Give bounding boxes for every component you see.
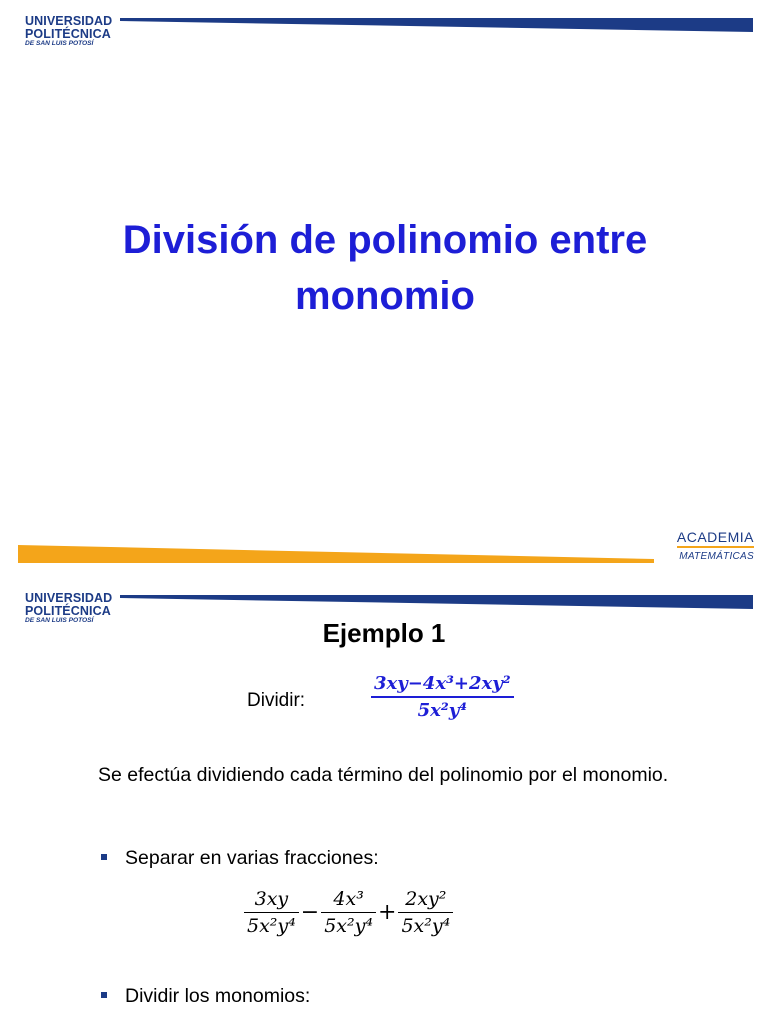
bullet-text: Separar en varias fracciones: <box>125 847 379 869</box>
university-logo <box>25 15 120 48</box>
fraction-bar <box>398 912 453 913</box>
matematicas-subtitle: MATEMÁTICAS <box>679 551 754 562</box>
term-numerator: 3xy <box>254 888 289 910</box>
fraction-bar <box>244 912 299 913</box>
logo-line-2: POLITÉCNICA <box>25 26 111 41</box>
minus-operator: − <box>300 900 320 925</box>
slide-title: División de polinomio entre monomio <box>122 218 648 318</box>
bullet-item <box>101 985 310 1008</box>
top-header-bar <box>120 17 753 33</box>
bullet-square-icon <box>101 854 107 860</box>
plus-operator: + <box>378 900 397 925</box>
fraction-bar <box>371 696 514 698</box>
term-denominator: 5x²y⁴ <box>247 915 296 937</box>
fraction-bar <box>321 912 376 913</box>
bullet-square-icon <box>101 992 107 998</box>
top-header-bar <box>120 594 753 610</box>
fraction-numerator: 3xy−4x³+2xy² <box>374 673 511 694</box>
example-heading: Ejemplo 1 <box>322 618 446 648</box>
separated-fractions-expression <box>244 888 453 937</box>
bullet-item <box>101 847 379 870</box>
logo-line-1: UNIVERSIDAD <box>25 591 113 605</box>
term-numerator: 2xy² <box>405 888 447 910</box>
dividir-label: Dividir: <box>247 690 306 711</box>
explanation-paragraph: Se efectúa dividiendo cada término del polinomio por el monomio. <box>98 764 669 786</box>
term-numerator: 4x³ <box>333 888 364 910</box>
term-fraction <box>398 888 453 937</box>
logo-line-3: DE SAN LUIS POTOSÍ <box>25 617 94 624</box>
fraction-denominator: 5x²y⁴ <box>417 699 468 721</box>
main-fraction <box>371 673 514 721</box>
logo-line-1: UNIVERSIDAD <box>25 14 113 28</box>
term-fraction <box>321 888 376 937</box>
bullet-text: Dividir los monomios: <box>125 985 311 1007</box>
term-denominator: 5x²y⁴ <box>401 915 451 937</box>
academia-label <box>677 529 754 562</box>
bottom-orange-bar <box>18 543 654 565</box>
term-denominator: 5x²y⁴ <box>324 915 373 937</box>
term-fraction <box>244 888 299 937</box>
logo-line-3: DE SAN LUIS POTOSÍ <box>25 40 94 47</box>
logo-line-2: POLITÉCNICA <box>25 603 111 618</box>
example-slide <box>0 580 768 1024</box>
academia-title: ACADEMIA <box>677 529 754 548</box>
